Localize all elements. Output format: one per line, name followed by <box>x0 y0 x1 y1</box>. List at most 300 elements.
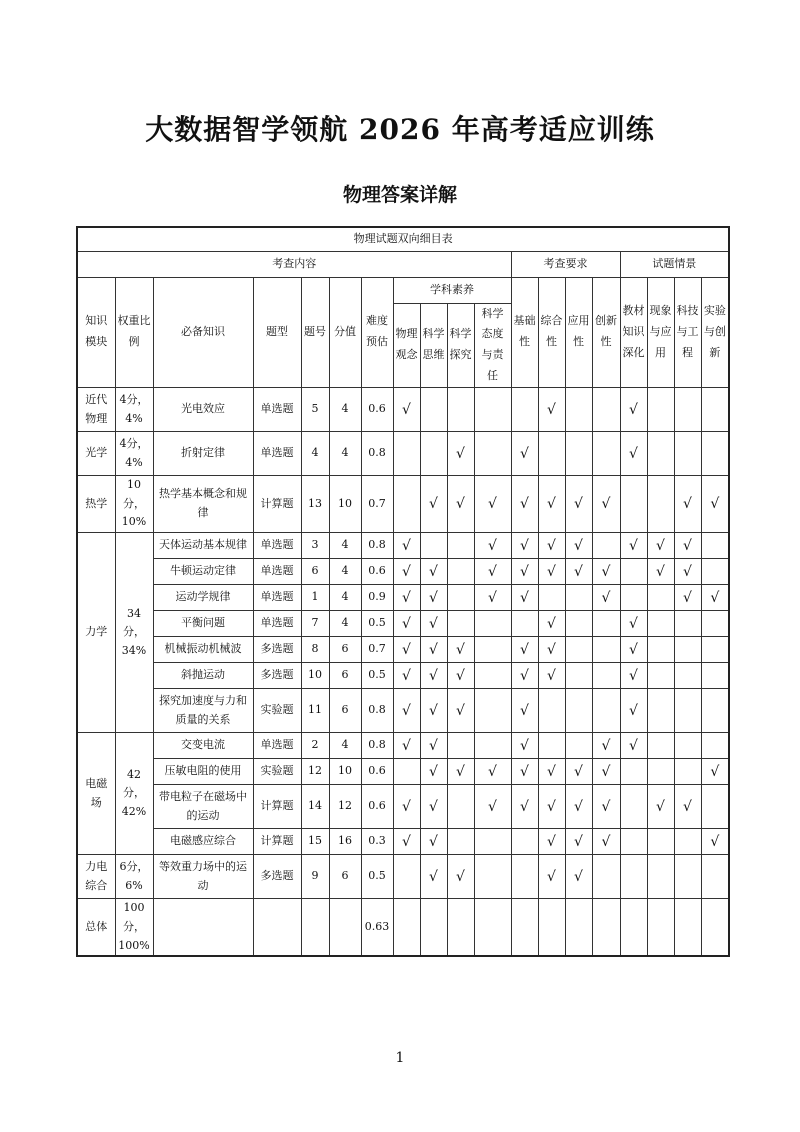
check-cell <box>393 476 420 533</box>
check-cell <box>474 476 511 533</box>
check-mark-icon: √ <box>710 589 720 606</box>
check-cell <box>511 585 538 611</box>
number-cell: 14 <box>301 785 329 829</box>
check-mark-icon: √ <box>601 737 611 754</box>
check-cell <box>393 733 420 759</box>
check-cell <box>592 689 620 733</box>
check-cell <box>511 388 538 432</box>
check-cell <box>701 759 729 785</box>
number-cell: 12 <box>301 759 329 785</box>
score-cell: 6 <box>329 637 361 663</box>
check-cell <box>565 637 592 663</box>
check-cell <box>592 611 620 637</box>
empty-cell <box>253 899 301 957</box>
check-cell <box>592 533 620 559</box>
check-mark-icon: √ <box>547 667 556 684</box>
knowledge-cell: 交变电流 <box>153 733 253 759</box>
check-mark-icon: √ <box>574 763 583 780</box>
check-mark-icon: √ <box>601 763 611 780</box>
check-cell <box>620 785 647 829</box>
col-sit2: 现象与应用 <box>647 277 674 388</box>
difficulty-cell: 0.6 <box>361 785 393 829</box>
check-mark-icon: √ <box>429 641 438 658</box>
check-mark-icon: √ <box>656 537 665 554</box>
table-row <box>77 559 729 585</box>
check-cell <box>674 476 701 533</box>
check-cell <box>674 559 701 585</box>
module-weight: 6分，6% <box>115 855 153 899</box>
number-cell: 2 <box>301 733 329 759</box>
score-cell: 4 <box>329 559 361 585</box>
type-cell: 实验题 <box>253 689 301 733</box>
col-lit2: 科学思维 <box>420 303 447 388</box>
check-mark-icon: √ <box>547 763 556 780</box>
check-mark-icon: √ <box>429 763 438 780</box>
number-cell: 11 <box>301 689 329 733</box>
check-cell <box>393 388 420 432</box>
check-mark-icon: √ <box>683 798 692 815</box>
check-mark-icon: √ <box>520 537 529 554</box>
check-mark-icon: √ <box>488 537 497 554</box>
score-cell: 4 <box>329 733 361 759</box>
col-knowledge: 必备知识 <box>153 277 253 388</box>
check-mark-icon: √ <box>402 737 411 754</box>
check-cell <box>592 559 620 585</box>
check-cell <box>620 432 647 476</box>
document-title: 大数据智学领航 2026 年高考适应训练 <box>145 113 655 146</box>
check-cell <box>565 759 592 785</box>
check-mark-icon: √ <box>547 641 556 658</box>
check-cell <box>674 855 701 899</box>
check-cell <box>420 432 447 476</box>
empty-cell <box>565 899 592 957</box>
check-mark-icon: √ <box>574 833 583 850</box>
table-row <box>77 855 729 899</box>
module-weight: 34分，34% <box>115 533 153 733</box>
check-mark-icon: √ <box>520 737 529 754</box>
check-cell <box>447 388 474 432</box>
check-cell <box>474 733 511 759</box>
check-cell <box>565 785 592 829</box>
total-difficulty: 0.63 <box>361 899 393 957</box>
check-mark-icon: √ <box>629 445 638 462</box>
check-cell <box>674 585 701 611</box>
check-cell <box>620 829 647 855</box>
check-mark-icon: √ <box>456 702 465 719</box>
empty-cell <box>153 899 253 957</box>
check-cell <box>474 432 511 476</box>
check-mark-icon: √ <box>429 737 438 754</box>
check-cell <box>447 637 474 663</box>
knowledge-cell: 热学基本概念和规律 <box>153 476 253 533</box>
difficulty-cell: 0.7 <box>361 637 393 663</box>
check-cell <box>538 476 565 533</box>
module-name: 力电综合 <box>77 855 115 899</box>
check-cell <box>420 611 447 637</box>
check-cell <box>701 388 729 432</box>
module-weight: 10分，10% <box>115 476 153 533</box>
check-cell <box>592 637 620 663</box>
check-cell <box>447 829 474 855</box>
check-mark-icon: √ <box>520 496 529 513</box>
check-cell <box>701 785 729 829</box>
empty-cell <box>301 899 329 957</box>
number-cell: 8 <box>301 637 329 663</box>
check-mark-icon: √ <box>402 798 411 815</box>
check-cell <box>674 388 701 432</box>
check-mark-icon: √ <box>456 763 465 780</box>
check-mark-icon: √ <box>429 496 438 513</box>
check-cell <box>511 637 538 663</box>
document-subtitle: 物理答案详解 <box>342 184 457 206</box>
check-mark-icon: √ <box>683 563 692 580</box>
table-row <box>77 611 729 637</box>
check-cell <box>701 637 729 663</box>
check-cell <box>393 637 420 663</box>
check-cell <box>538 689 565 733</box>
total-row <box>77 899 729 957</box>
table-row <box>77 388 729 432</box>
check-cell <box>647 855 674 899</box>
knowledge-cell: 电磁感应综合 <box>153 829 253 855</box>
check-mark-icon: √ <box>456 641 465 658</box>
check-cell <box>447 855 474 899</box>
difficulty-cell: 0.8 <box>361 533 393 559</box>
check-cell <box>447 733 474 759</box>
check-cell <box>592 476 620 533</box>
empty-cell <box>647 899 674 957</box>
check-mark-icon: √ <box>402 563 411 580</box>
empty-cell <box>329 899 361 957</box>
check-mark-icon: √ <box>429 702 438 719</box>
module-weight: 42分，42% <box>115 733 153 855</box>
check-cell <box>474 663 511 689</box>
number-cell: 1 <box>301 585 329 611</box>
check-cell <box>420 829 447 855</box>
check-mark-icon: √ <box>520 445 529 462</box>
check-cell <box>592 829 620 855</box>
check-mark-icon: √ <box>429 615 438 632</box>
check-cell <box>647 663 674 689</box>
knowledge-cell: 等效重力场中的运动 <box>153 855 253 899</box>
empty-cell <box>674 899 701 957</box>
col-module: 知识模块 <box>77 277 115 388</box>
check-cell <box>592 388 620 432</box>
check-cell <box>565 663 592 689</box>
check-cell <box>565 689 592 733</box>
check-cell <box>538 388 565 432</box>
knowledge-cell: 带电粒子在磁场中的运动 <box>153 785 253 829</box>
check-cell <box>538 785 565 829</box>
module-weight: 4分，4% <box>115 432 153 476</box>
difficulty-cell: 0.5 <box>361 663 393 689</box>
check-cell <box>565 855 592 899</box>
difficulty-cell: 0.9 <box>361 585 393 611</box>
specification-table <box>76 226 730 957</box>
type-cell: 多选题 <box>253 637 301 663</box>
check-cell <box>420 637 447 663</box>
check-cell <box>474 533 511 559</box>
table-row <box>77 585 729 611</box>
difficulty-cell: 0.6 <box>361 559 393 585</box>
module-name: 热学 <box>77 476 115 533</box>
check-cell <box>620 559 647 585</box>
check-cell <box>647 559 674 585</box>
header-requirements: 考查要求 <box>511 251 620 277</box>
check-cell <box>538 432 565 476</box>
check-cell <box>474 611 511 637</box>
check-cell <box>420 855 447 899</box>
check-cell <box>701 559 729 585</box>
check-cell <box>511 689 538 733</box>
check-cell <box>393 611 420 637</box>
check-cell <box>620 611 647 637</box>
check-mark-icon: √ <box>520 641 529 658</box>
col-sit1: 教材知识深化 <box>620 277 647 388</box>
check-cell <box>674 432 701 476</box>
empty-cell <box>701 899 729 957</box>
check-cell <box>674 637 701 663</box>
knowledge-cell: 天体运动基本规律 <box>153 533 253 559</box>
type-cell: 单选题 <box>253 432 301 476</box>
check-cell <box>393 559 420 585</box>
type-cell: 单选题 <box>253 533 301 559</box>
check-mark-icon: √ <box>710 763 720 780</box>
check-cell <box>447 759 474 785</box>
check-mark-icon: √ <box>547 496 556 513</box>
module-name: 力学 <box>77 533 115 733</box>
check-mark-icon: √ <box>402 401 411 418</box>
check-cell <box>701 663 729 689</box>
check-mark-icon: √ <box>402 833 411 850</box>
check-cell <box>647 533 674 559</box>
knowledge-cell: 斜抛运动 <box>153 663 253 689</box>
check-cell <box>420 663 447 689</box>
check-cell <box>701 432 729 476</box>
check-cell <box>447 611 474 637</box>
type-cell: 单选题 <box>253 388 301 432</box>
check-cell <box>674 733 701 759</box>
empty-cell <box>393 899 420 957</box>
check-cell <box>538 663 565 689</box>
table-caption: 物理试题双向细目表 <box>77 227 729 251</box>
check-cell <box>538 611 565 637</box>
difficulty-cell: 0.6 <box>361 759 393 785</box>
check-cell <box>701 533 729 559</box>
check-cell <box>620 533 647 559</box>
knowledge-cell: 平衡问题 <box>153 611 253 637</box>
check-cell <box>647 785 674 829</box>
check-mark-icon: √ <box>574 868 583 885</box>
check-cell <box>393 533 420 559</box>
empty-cell <box>511 899 538 957</box>
table-row <box>77 733 729 759</box>
table-row <box>77 637 729 663</box>
check-cell <box>393 759 420 785</box>
check-cell <box>474 759 511 785</box>
check-mark-icon: √ <box>402 615 411 632</box>
col-lit1: 物理观念 <box>393 303 420 388</box>
check-mark-icon: √ <box>402 589 411 606</box>
check-cell <box>420 759 447 785</box>
knowledge-cell: 光电效应 <box>153 388 253 432</box>
knowledge-cell: 压敏电阻的使用 <box>153 759 253 785</box>
check-cell <box>538 829 565 855</box>
type-cell: 计算题 <box>253 476 301 533</box>
check-mark-icon: √ <box>601 589 611 606</box>
check-mark-icon: √ <box>710 833 720 850</box>
check-cell <box>647 829 674 855</box>
check-cell <box>447 585 474 611</box>
number-cell: 13 <box>301 476 329 533</box>
check-mark-icon: √ <box>488 798 497 815</box>
check-cell <box>647 476 674 533</box>
module-name: 近代物理 <box>77 388 115 432</box>
check-cell <box>674 689 701 733</box>
col-type: 题型 <box>253 277 301 388</box>
check-cell <box>474 559 511 585</box>
check-cell <box>538 585 565 611</box>
number-cell: 15 <box>301 829 329 855</box>
check-mark-icon: √ <box>574 537 583 554</box>
check-cell <box>511 785 538 829</box>
check-cell <box>701 476 729 533</box>
check-cell <box>511 829 538 855</box>
check-mark-icon: √ <box>402 702 411 719</box>
number-cell: 9 <box>301 855 329 899</box>
check-cell <box>393 785 420 829</box>
check-cell <box>393 689 420 733</box>
check-cell <box>538 533 565 559</box>
empty-cell <box>592 899 620 957</box>
check-mark-icon: √ <box>520 667 529 684</box>
check-mark-icon: √ <box>601 833 611 850</box>
check-cell <box>565 388 592 432</box>
check-mark-icon: √ <box>710 496 720 513</box>
type-cell: 计算题 <box>253 829 301 855</box>
check-cell <box>620 585 647 611</box>
empty-cell <box>620 899 647 957</box>
check-cell <box>393 663 420 689</box>
check-cell <box>565 733 592 759</box>
empty-cell <box>420 899 447 957</box>
check-mark-icon: √ <box>520 563 529 580</box>
difficulty-cell: 0.8 <box>361 689 393 733</box>
check-mark-icon: √ <box>456 496 465 513</box>
check-mark-icon: √ <box>520 763 529 780</box>
check-mark-icon: √ <box>629 641 638 658</box>
type-cell: 多选题 <box>253 855 301 899</box>
header-situations: 试题情景 <box>620 251 729 277</box>
score-cell: 12 <box>329 785 361 829</box>
check-mark-icon: √ <box>656 798 665 815</box>
score-cell: 6 <box>329 689 361 733</box>
check-cell <box>647 733 674 759</box>
check-cell <box>674 611 701 637</box>
type-cell: 多选题 <box>253 663 301 689</box>
difficulty-cell: 0.8 <box>361 432 393 476</box>
check-cell <box>620 733 647 759</box>
check-cell <box>701 689 729 733</box>
check-mark-icon: √ <box>629 615 638 632</box>
check-mark-icon: √ <box>574 496 583 513</box>
check-cell <box>420 689 447 733</box>
page-number: 1 <box>395 1050 405 1066</box>
knowledge-cell: 运动学规律 <box>153 585 253 611</box>
difficulty-cell: 0.5 <box>361 611 393 637</box>
check-cell <box>474 689 511 733</box>
check-cell <box>674 829 701 855</box>
check-cell <box>420 559 447 585</box>
check-cell <box>420 533 447 559</box>
check-cell <box>393 829 420 855</box>
type-cell: 实验题 <box>253 759 301 785</box>
check-cell <box>647 637 674 663</box>
difficulty-cell: 0.5 <box>361 855 393 899</box>
check-cell <box>420 785 447 829</box>
check-cell <box>647 759 674 785</box>
check-cell <box>538 733 565 759</box>
table-row <box>77 533 729 559</box>
check-mark-icon: √ <box>488 496 497 513</box>
number-cell: 5 <box>301 388 329 432</box>
check-cell <box>620 855 647 899</box>
check-mark-icon: √ <box>629 537 638 554</box>
check-cell <box>674 759 701 785</box>
table-row <box>77 689 729 733</box>
check-cell <box>674 785 701 829</box>
check-mark-icon: √ <box>456 445 465 462</box>
check-cell <box>538 759 565 785</box>
check-cell <box>538 559 565 585</box>
check-cell <box>701 611 729 637</box>
number-cell: 3 <box>301 533 329 559</box>
check-cell <box>420 388 447 432</box>
number-cell: 4 <box>301 432 329 476</box>
check-mark-icon: √ <box>429 798 438 815</box>
check-cell <box>592 785 620 829</box>
check-cell <box>674 533 701 559</box>
difficulty-cell: 0.7 <box>361 476 393 533</box>
check-cell <box>565 432 592 476</box>
check-cell <box>474 585 511 611</box>
difficulty-cell: 0.3 <box>361 829 393 855</box>
check-cell <box>592 759 620 785</box>
check-cell <box>511 733 538 759</box>
check-mark-icon: √ <box>547 537 556 554</box>
check-cell <box>620 689 647 733</box>
check-mark-icon: √ <box>488 589 497 606</box>
col-sit3: 科技与工程 <box>674 277 701 388</box>
check-cell <box>447 533 474 559</box>
module-weight: 4分，4% <box>115 388 153 432</box>
score-cell: 6 <box>329 855 361 899</box>
knowledge-cell: 牛顿运动定律 <box>153 559 253 585</box>
score-cell: 10 <box>329 476 361 533</box>
check-mark-icon: √ <box>547 401 556 418</box>
col-req1: 基础性 <box>511 277 538 388</box>
check-mark-icon: √ <box>402 667 411 684</box>
check-cell <box>447 689 474 733</box>
type-cell: 单选题 <box>253 733 301 759</box>
table-row <box>77 759 729 785</box>
check-cell <box>565 476 592 533</box>
col-score: 分值 <box>329 277 361 388</box>
check-mark-icon: √ <box>601 496 611 513</box>
empty-cell <box>447 899 474 957</box>
check-cell <box>592 663 620 689</box>
check-cell <box>511 759 538 785</box>
